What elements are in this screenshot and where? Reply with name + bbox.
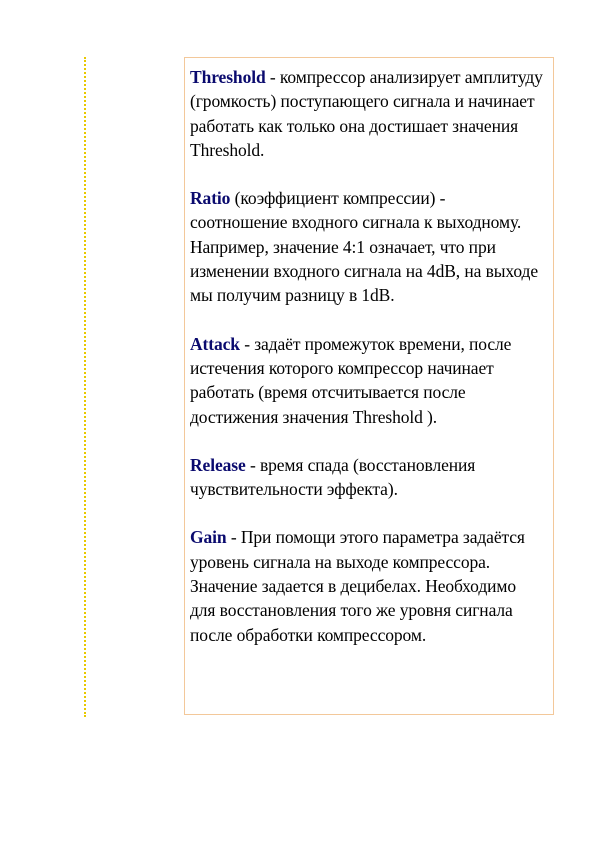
definition-release xyxy=(190,453,543,502)
definition-attack xyxy=(190,332,543,429)
definition-text: - время спада (восстановления чувствительности эффекта). xyxy=(190,454,476,500)
term-attack: Attack xyxy=(190,333,240,354)
definition-ratio xyxy=(190,186,543,307)
term-release: Release xyxy=(190,454,246,475)
definitions-frame xyxy=(184,57,554,715)
definition-text: - компрессор анализирует амплитуду (громкость) поступающего сигнала и начинает работать как только она достишает значения Threshold. xyxy=(190,67,543,160)
term-threshold: Threshold xyxy=(190,67,266,87)
term-ratio: Ratio xyxy=(190,188,231,209)
definition-text: - задаёт промежуток времени, после истечения которого компрессор начинает работать (время отсчитывается после достижения значения Threshold ). xyxy=(190,333,512,427)
definition-gain xyxy=(190,525,543,646)
definition-text: - При помощи этого параметра задаётся уровень сигнала на выходе компрессора. Значение задается в децибелах. Необходимо для восстановления того же уровня сигнала после обработки компрессором. xyxy=(190,527,525,645)
definition-threshold xyxy=(190,65,543,162)
margin-dotted-line xyxy=(84,57,86,717)
term-gain: Gain xyxy=(190,527,227,548)
definition-text: (коэффициент компрессии) - соотношение входного сигнала к выходному. Например, значение 4:1 означает, что при изменении входного сигнала на 4dB, на выходе мы получим разницу в 1dB. xyxy=(190,188,538,306)
